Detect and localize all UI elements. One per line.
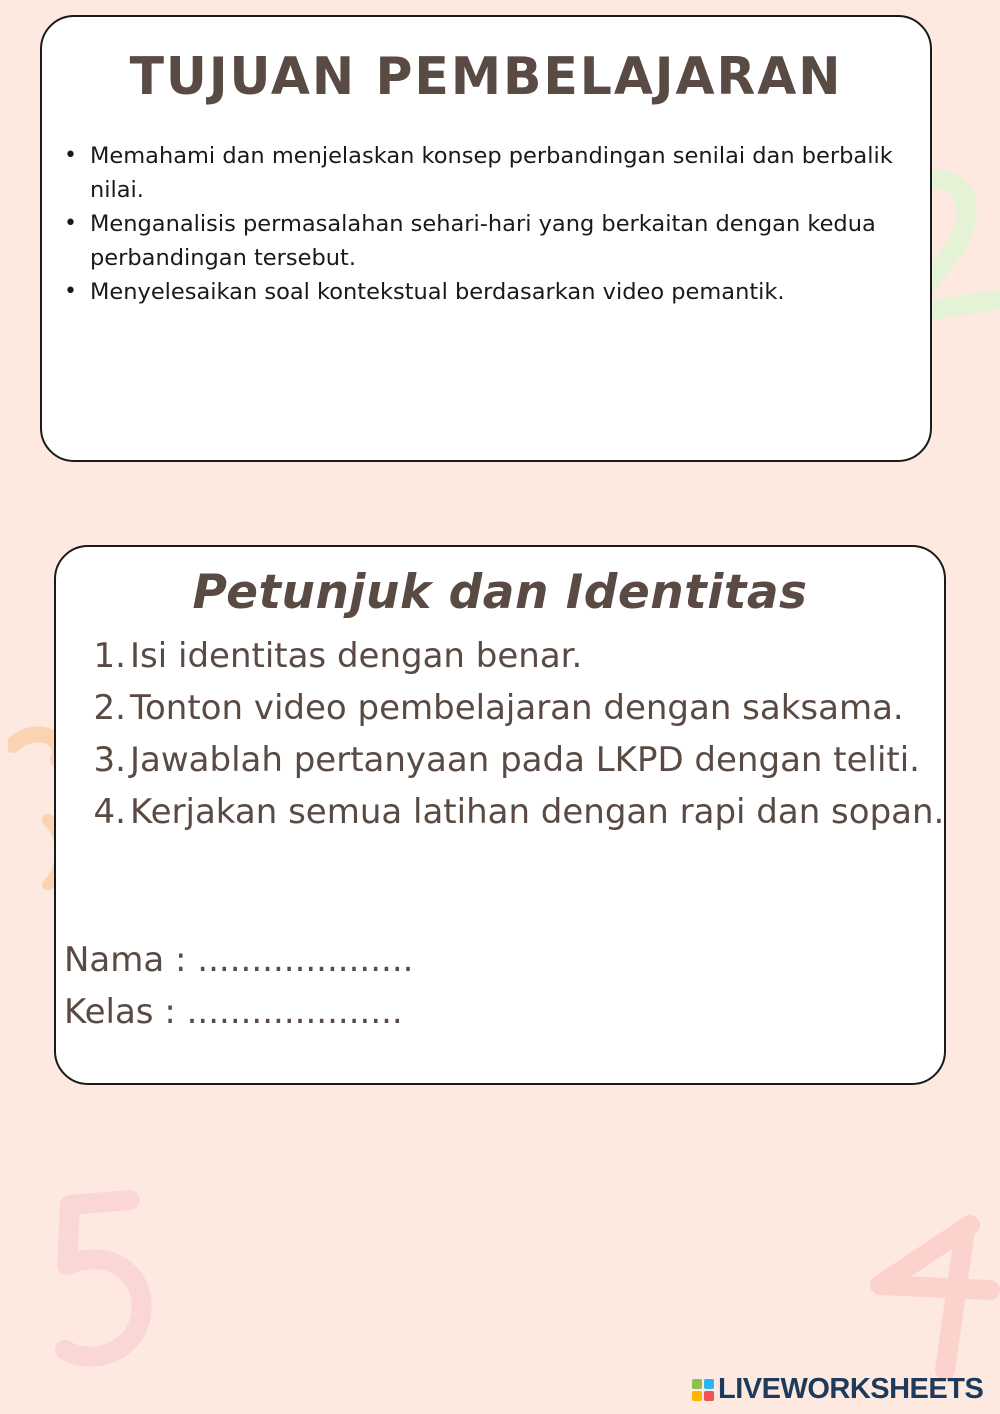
instruction-text: Jawablah pertanyaan pada LKPD dengan teliti. — [130, 740, 920, 780]
bullet-icon: • — [64, 211, 77, 236]
bullet-icon: • — [64, 143, 77, 168]
instruction-item — [90, 682, 950, 734]
learning-objectives-card — [40, 15, 932, 462]
decorative-number-5 — [45, 1185, 155, 1375]
instruction-text: Isi identitas dengan benar. — [130, 636, 583, 676]
decorative-number-4 — [865, 1210, 1000, 1385]
objective-item — [64, 275, 925, 309]
instruction-number: 4. — [93, 792, 126, 832]
instruction-text: Tonton video pembelajaran dengan saksama. — [130, 688, 904, 728]
objective-item — [64, 139, 925, 207]
objective-text: Menyelesaikan soal kontekstual berdasarkan video pemantik. — [90, 279, 785, 305]
instructions-identity-card — [54, 545, 946, 1085]
instruction-number: 3. — [93, 740, 126, 780]
liveworksheets-logo[interactable] — [692, 1373, 983, 1406]
instructions-list — [90, 630, 950, 838]
objective-item — [64, 207, 925, 275]
objective-text: Menganalisis permasalahan sehari-hari yang berkaitan dengan kedua perbandingan tersebut. — [90, 211, 876, 271]
instruction-text: Kerjakan semua latihan dengan rapi dan sopan. — [130, 792, 945, 832]
name-field[interactable]: Nama : .................... — [64, 940, 414, 980]
instruction-item — [90, 734, 950, 786]
learning-objectives-title: TUJUAN PEMBELAJARAN — [129, 47, 843, 107]
instruction-item — [90, 786, 950, 838]
liveworksheets-logo-icon — [692, 1379, 714, 1401]
instruction-item — [90, 630, 950, 682]
instructions-title: Petunjuk dan Identitas — [192, 565, 808, 620]
instruction-number: 1. — [93, 636, 126, 676]
learning-objectives-list — [64, 139, 925, 309]
bullet-icon: • — [64, 279, 77, 304]
liveworksheets-brand-text: LIVEWORKSHEETS — [718, 1373, 984, 1405]
objective-text: Memahami dan menjelaskan konsep perbandingan senilai dan berbalik nilai. — [90, 143, 893, 203]
class-field[interactable]: Kelas : .................... — [64, 992, 403, 1032]
instruction-number: 2. — [93, 688, 126, 728]
